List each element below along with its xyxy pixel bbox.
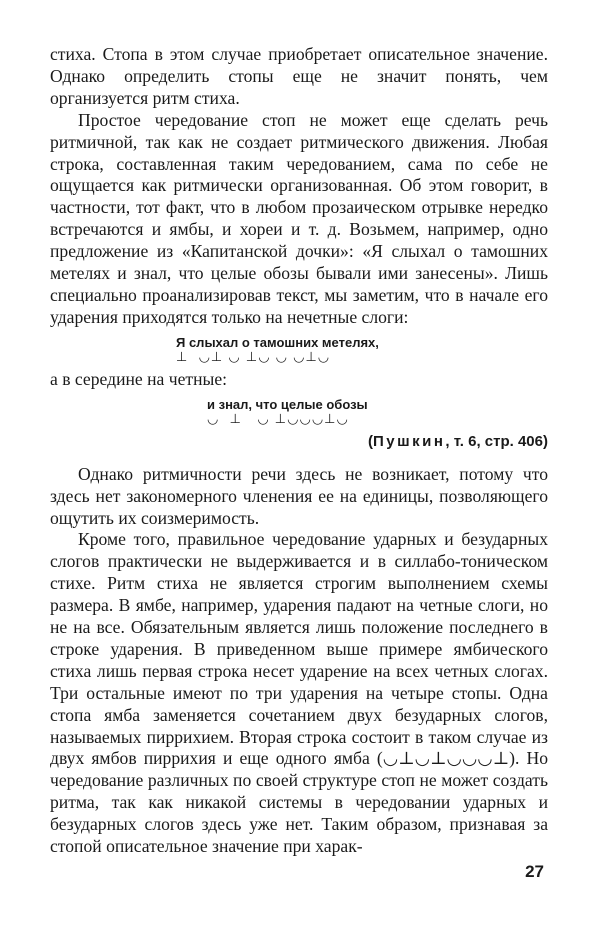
- example-1-text: Я слыхал о тамошних метелях,: [176, 334, 379, 350]
- example-2-scheme: ◡ ⊥ ◡ ⊥◡◡◡⊥◡: [207, 411, 349, 427]
- paragraph-4: Однако ритмичности речи здесь не возникает, потому что здесь нет закономерного членения ее на единицы, позволяющего ощутить их соизмеримость.: [50, 463, 548, 528]
- paragraph-3: а в середине на четные:: [50, 368, 228, 389]
- example-1-scheme: ⊥ ◡⊥ ◡ ⊥◡ ◡ ◡⊥◡: [176, 349, 331, 365]
- paragraph-5: Кроме того, правильное чередование ударных и безударных слогов практически не выдерживается и в силлабо-тоническом стихе. Ритм стиха не является строгим выполнением схемы размера. В ямбе, например, ударения падают на четные слоги, но не на все. Обязательным является лишь положение последнего в строке ударения. В приведенном выше примере ямбического стиха лишь первая строка несет ударение на всех четных слогах. Три остальные имеют по три ударения на четыре стопы. Одна стопа ямба заменяется сочетанием двух безударных слогов, называемых пиррихием. Вторая строка состоит в таком случае из двух ямбов пиррихия и еще одного ямба (◡⊥◡⊥◡◡◡⊥). Но чередование различных по своей структуре стоп не может создать ритма, так как никакой системы в чередовании ударных и безударных слогов здесь уже нет. Таким образом, признавая за стопой описательное значение при харак-: [50, 529, 548, 857]
- attribution-details: , т. 6, стр. 406): [445, 432, 548, 450]
- attribution-author: Пушкин: [372, 432, 446, 450]
- paragraph-1: стиха. Стопа в этом случае приобретает описательное значение. Однако определить стопы еще не значит понять, чем организуется ритм стиха.: [50, 44, 548, 108]
- scansion-example-2: [207, 397, 548, 427]
- paragraph-2: Простое чередование стоп не может еще сделать речь ритмичной, так как не создает ритмического движения. Любая строка, составленная таким чередованием, сама по себе не ощущается как ритмически организованная. Об этом говорит, в частности, тот факт, что в любом прозаическом отрывке нередко встречаются и ямбы, и хореи и т. д. Возьмем, например, одно предложение из «Капитанской дочки»: «Я слыхал о тамошних метелях и знал, что целые обозы бывали ими занесены». Лишь специально проанализировав текст, мы заметим, что в начале его ударения приходятся только на нечетные слоги:: [50, 109, 548, 327]
- page-content: [50, 44, 548, 858]
- attribution: (Пушкин, т. 6, стр. 406): [367, 432, 548, 450]
- example-2-text: и знал, что целые обозы: [207, 396, 368, 412]
- scansion-example-1: [176, 335, 548, 365]
- page-number: 27: [525, 862, 544, 881]
